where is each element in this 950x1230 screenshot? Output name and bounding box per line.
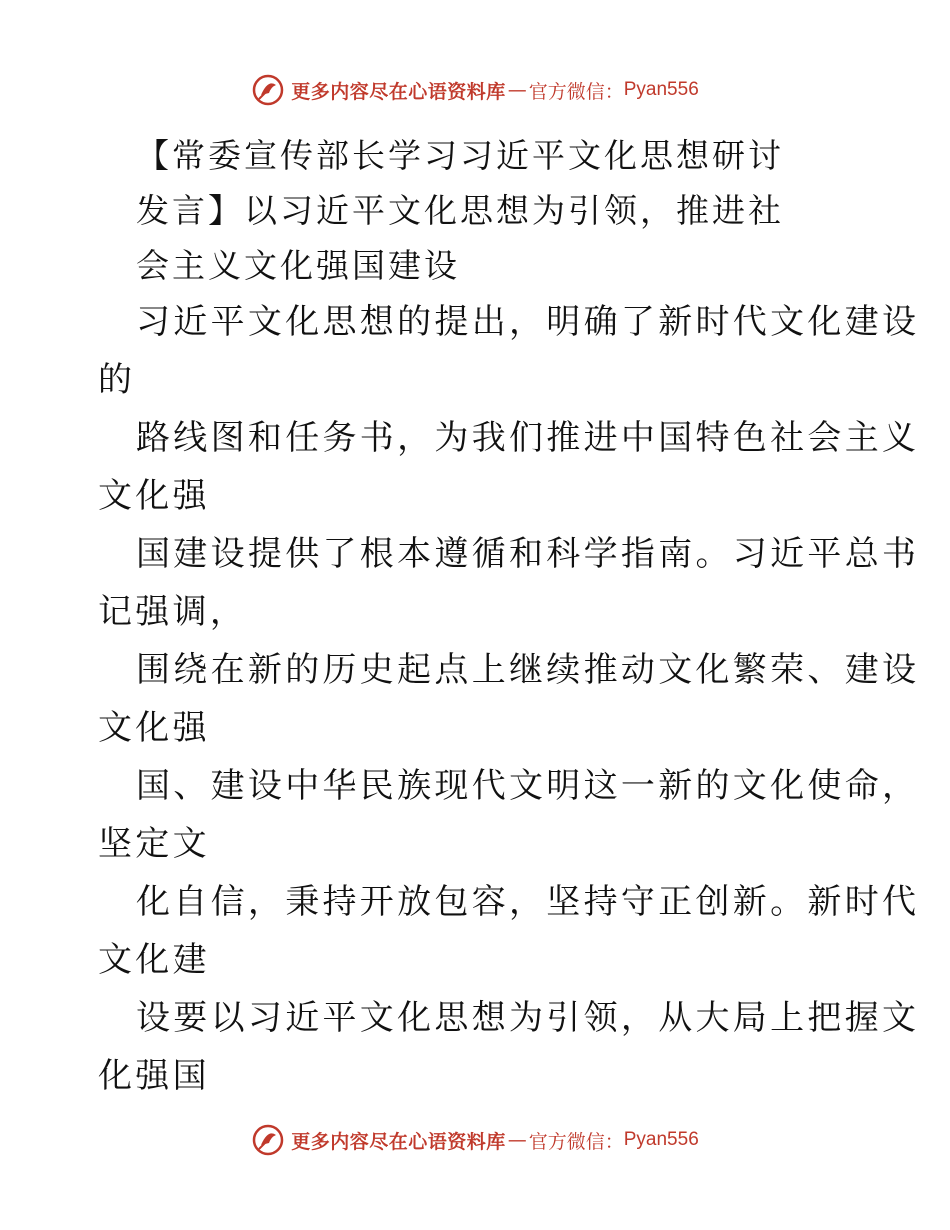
banner-wechat-id: Pyan556 xyxy=(623,79,699,100)
banner-wechat-id: Pyan556 xyxy=(623,1129,699,1150)
banner-separator: — xyxy=(507,79,527,101)
paragraph-line: 化自信，秉持开放包容，坚持守正创新。新时代 xyxy=(136,882,920,922)
paragraph-line: 围绕在新的历史起点上继续推动文化繁荣、建设 xyxy=(136,650,920,690)
paragraph-line: 记强调， xyxy=(98,592,248,632)
banner-wechat-label: 官方微信： xyxy=(528,80,624,103)
paragraph-line: 文化建 xyxy=(98,940,210,980)
paragraph-line: 坚定文 xyxy=(98,824,210,864)
brand-logo-icon xyxy=(251,1123,285,1157)
paragraph-line: 国、建设中华民族现代文明这一新的文化使命， xyxy=(136,766,920,806)
paragraph-line: 的 xyxy=(98,360,136,400)
title-line: 【常委宣传部长学习习近平文化思想研讨 xyxy=(136,136,784,175)
banner-wechat-label: 官方微信： xyxy=(528,1130,624,1153)
paragraph-line: 习近平文化思想的提出，明确了新时代文化建设 xyxy=(136,302,920,342)
paragraph-line: 文化强 xyxy=(98,708,210,748)
paragraph-line: 化强国 xyxy=(98,1056,210,1096)
banner-text: 更多内容尽在心语资料库 xyxy=(291,80,506,103)
paragraph-line: 路线图和任务书，为我们推进中国特色社会主义 xyxy=(136,418,920,458)
footer-banner xyxy=(0,1120,950,1160)
title-line: 发言】以习近平文化思想为引领，推进社 xyxy=(136,191,784,230)
banner-separator: — xyxy=(507,1129,527,1151)
title-line: 会主义文化强国建设 xyxy=(136,246,460,285)
header-banner xyxy=(0,70,950,110)
paragraph-line: 国建设提供了根本遵循和科学指南。习近平总书 xyxy=(136,534,920,574)
paragraph-line: 文化强 xyxy=(98,476,210,516)
paragraph-line: 设要以习近平文化思想为引领，从大局上把握文 xyxy=(136,998,920,1038)
brand-logo-icon xyxy=(251,73,285,107)
banner-text: 更多内容尽在心语资料库 xyxy=(291,1130,506,1153)
